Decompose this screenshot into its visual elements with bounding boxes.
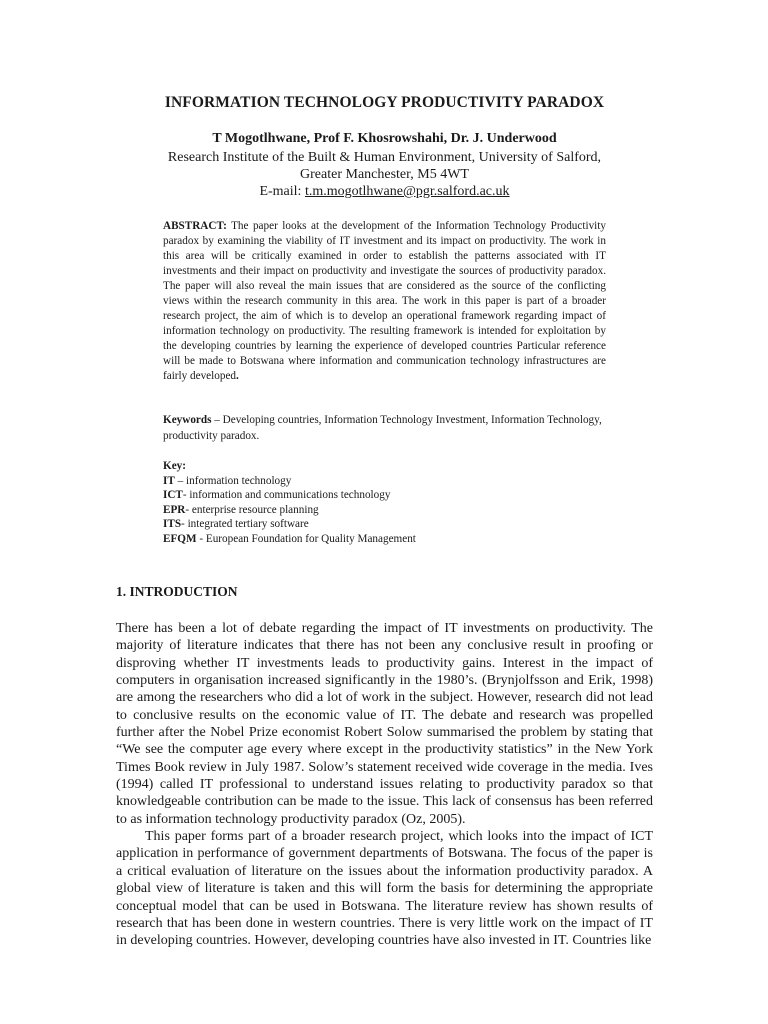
introduction-body <box>116 620 653 950</box>
abstract-label: ABSTRACT: <box>163 220 227 232</box>
key-abbr: ICT <box>163 489 183 501</box>
abstract-end: . <box>236 370 239 383</box>
key-definition: – information technology <box>174 474 292 487</box>
body-paragraph: This paper forms part of a broader research project, which looks into the impact of ICT application in performance of government departments of Botswana. The focus of the paper is a critical evaluation of literature on the issues about the information productivity paradox. A global view of literature is taken and this will form the basis for determining the appropriate conceptual model that can be used in Botswana. The literature review has shown results of research that has been done in western countries. There is very little work on the impact of IT in developing countries. However, developing countries have also invested in IT. Countries like <box>116 829 653 949</box>
paper-title: INFORMATION TECHNOLOGY PRODUCTIVITY PARADOX <box>164 94 605 111</box>
keywords-text: – Developing countries, Information Technology Investment, Information Technology, productivity paradox. <box>163 414 602 442</box>
abstract <box>163 219 606 385</box>
keywords <box>163 413 606 444</box>
author-list: T Mogotlhwane, Prof F. Khosrowshahi, Dr. J. Underwood <box>212 131 557 146</box>
key-abbr: EPR <box>163 503 186 516</box>
key-definition: - European Foundation for Quality Management <box>196 532 416 545</box>
keywords-label: Keywords <box>163 414 212 426</box>
key-definition: - information and communications technology <box>182 489 391 501</box>
key-heading: Key: <box>163 460 186 472</box>
key-definition: - integrated tertiary software <box>181 518 309 530</box>
key-item <box>163 503 606 518</box>
key-abbr: EFQM <box>163 532 197 545</box>
affiliation-line: Research Institute of the Built & Human Environment, University of Salford, <box>167 150 602 165</box>
abbreviation-key <box>163 459 606 546</box>
key-definition: - enterprise resource planning <box>185 503 319 516</box>
key-item <box>163 488 606 503</box>
email-line <box>116 184 653 200</box>
body-paragraph: There has been a lot of debate regarding the impact of IT investments on productivity. The majority of literature indicates that there has not been any conclusive result in proofing or disproving whether IT investments leads to productivity gains. Interest in the impact of computers in organisation increased significantly in the 1980’s. (Brynjolfsson and Erik, 1998) are among the researchers who did a lot of work in the subject. However, research did not lead to conclusive results on the economic value of IT. The debate and research was propelled further after the Nobel Prize economist Robert Solow summarised the problem by stating that “We see the computer age every where except in the productivity statistics” in the New York Times Book review in July 1987. Solow’s statement received wide coverage in the media. Ives (1994) called IT professional to understand issues relating to productivity paradox so that knowledgeable contribution can be made to the issue. This lack of consensus has been referred to as information technology productivity paradox (Oz, 2005). <box>116 621 653 827</box>
section-heading-introduction: 1. INTRODUCTION <box>116 584 238 599</box>
abstract-text: The paper looks at the development of the Information Technology Productivity paradox by examining the viability of IT investment and its impact on productivity. The work in this area will be critically examined in order to establish the patterns associated with IT investments and their impact on productivity and investigate the sources of productivity paradox. The paper will also reveal the main issues that are considered as the source of the conflicting views within the research community in this area. The work in this paper is part of a broader research project, the aim of which is to develop an operational framework regarding impact of information technology on productivity. The resulting framework is intended for exploitation by the developing countries by learning the experience of developed countries Particular reference will be made to Botswana where information and communication technology infrastructures are fairly developed <box>163 220 606 383</box>
key-item <box>163 532 606 547</box>
key-abbr: ITS <box>163 518 182 530</box>
email-link[interactable]: t.m.mogotlhwane@pgr.salford.ac.uk <box>304 184 510 199</box>
key-item <box>163 474 606 489</box>
key-abbr: IT <box>163 474 175 487</box>
affiliation-address: Greater Manchester, M5 4WT <box>300 167 469 182</box>
email-label: E-mail: <box>259 184 305 199</box>
key-item <box>163 517 606 532</box>
